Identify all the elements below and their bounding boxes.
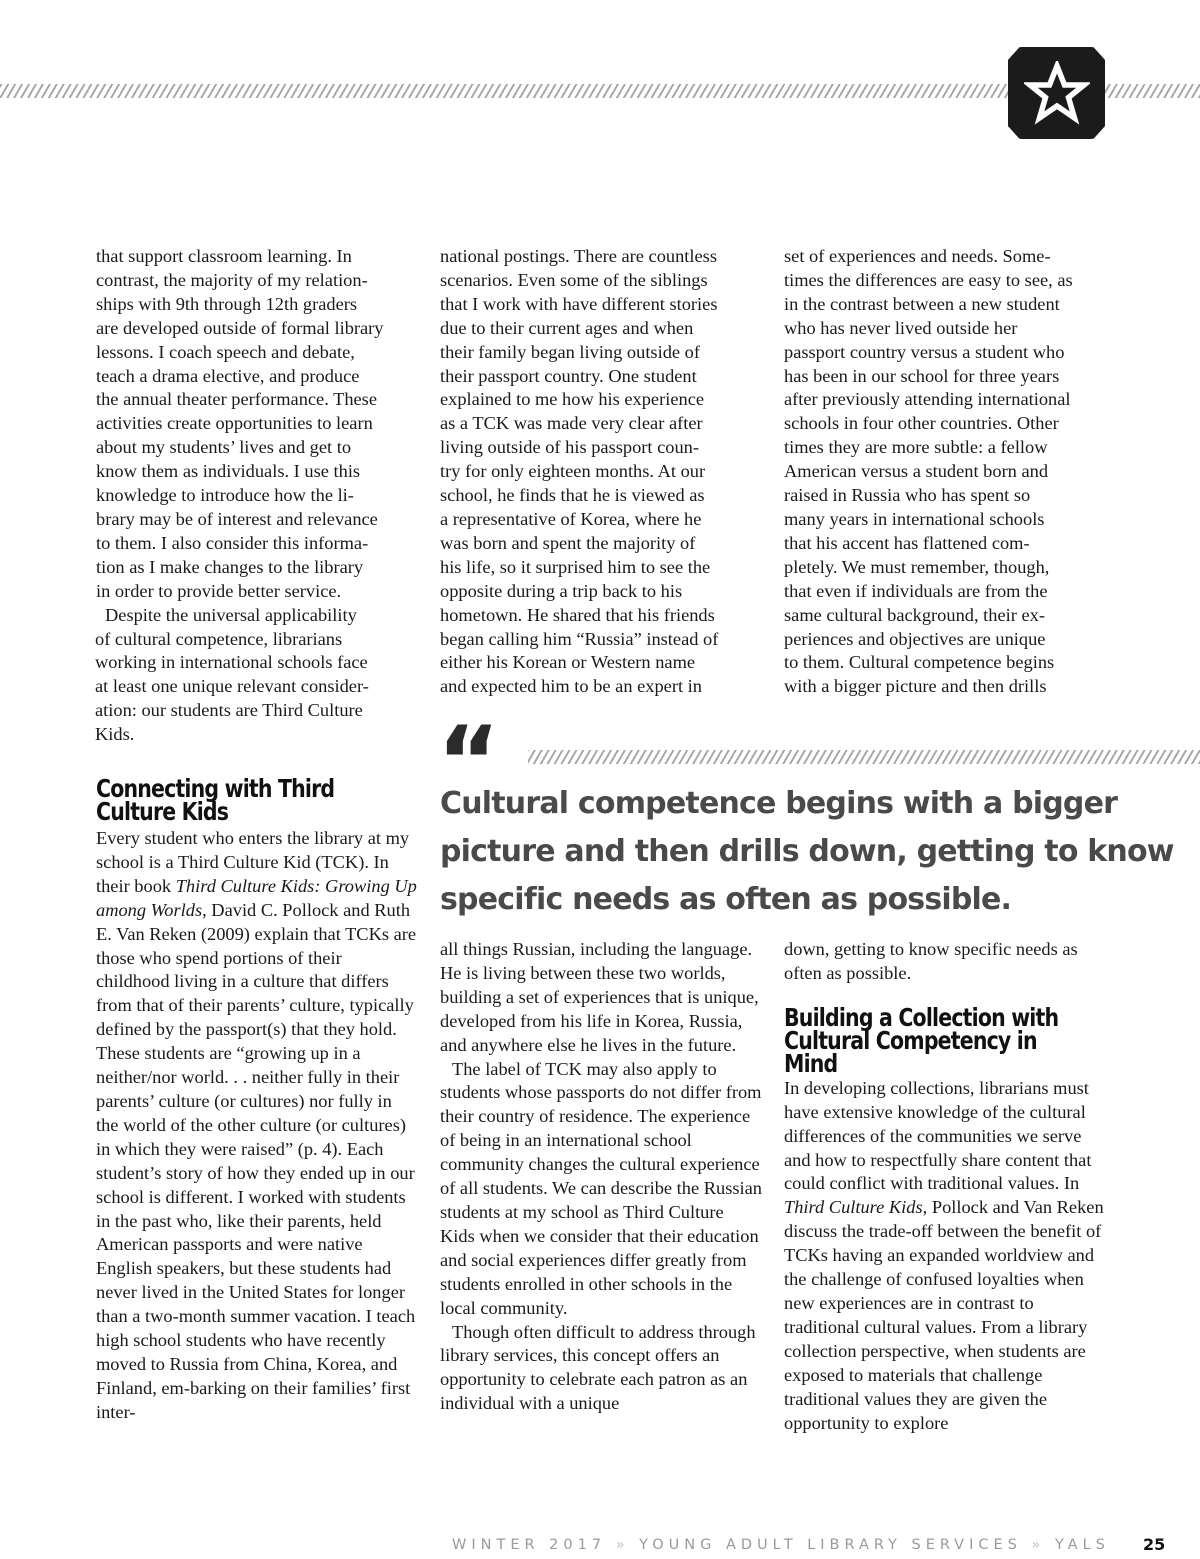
- pull-quote-hatch-rule: [528, 750, 1200, 764]
- text-line: their family began living outside of: [440, 341, 700, 362]
- pull-quote-line: Cultural competence begins with a bigger: [440, 786, 1118, 821]
- text-line: school, he finds that he is viewed as: [440, 485, 705, 506]
- text-line: pletely. We must remember, though,: [784, 556, 1050, 577]
- text-line: that his accent has flattened com-: [784, 532, 1030, 553]
- page-number: 25: [1143, 1535, 1166, 1554]
- text-line: same cultural background, their ex-: [784, 604, 1045, 625]
- text-line: opposite during a trip back to his: [440, 580, 683, 601]
- text-line: times they are more subtle: a fellow: [784, 437, 1048, 458]
- book-title: Third Culture Kids: Growing Up among Worlds: [96, 875, 417, 920]
- text-line: contrast, the majority of my relation-: [96, 269, 368, 290]
- text-line: set of experiences and needs. Some-: [784, 246, 1051, 266]
- section-heading: [784, 1002, 1112, 1078]
- paragraph: all things Russian, including the language. He is living between these two worlds, building a set of experiences that is unique, developed from his life in Korea, Russia, and anywhere else he lives in the future.: [440, 939, 759, 1055]
- text-line: due to their current ages and when: [440, 317, 694, 338]
- text-line: lessons. I coach speech and debate,: [96, 341, 355, 362]
- text-line: has been in our school for three years: [784, 365, 1060, 386]
- text-line: that I work with have different stories: [440, 293, 718, 314]
- text-line: periences and objectives are unique: [784, 628, 1046, 649]
- paragraph: down, getting to know specific needs as often as possible.: [784, 939, 1078, 983]
- paragraph: [96, 245, 421, 604]
- text-line: Despite the universal applicability: [105, 604, 357, 625]
- paragraph: Though often difficult to address through library services, this concept offers an opportunity to celebrate each patron as an individual with a unique: [440, 1321, 756, 1414]
- text-line: to them. I also consider this informa-: [96, 532, 369, 553]
- text-line: times the differences are easy to see, as: [784, 269, 1073, 290]
- text-run: Every student who enters the library at my school is a Third Culture Kid (TCK). In their book: [96, 828, 410, 896]
- text-line: Kids.: [95, 724, 135, 745]
- text-run: In developing collections, librarians must have extensive knowledge of the cultural differences of the communities we serve and how to respectfully share content that could conflict with traditional values. In: [784, 1077, 1092, 1194]
- text-line: ation: our students are Third Culture: [95, 700, 363, 721]
- text-line: national postings. There are countless: [440, 246, 717, 266]
- column-left: [96, 245, 421, 1425]
- text-line: with a bigger picture and then drills: [784, 676, 1047, 697]
- text-line: passport country versus a student who: [784, 341, 1065, 362]
- star-icon: [1024, 61, 1090, 125]
- heading-line: Cultural Competency in: [784, 1025, 1037, 1055]
- text-line: either his Korean or Western name: [440, 652, 696, 673]
- text-line: the annual theater performance. These: [96, 389, 377, 410]
- text-line: began calling him “Russia” instead of: [440, 628, 719, 649]
- paragraph: [784, 245, 1109, 699]
- text-line: knowledge to introduce how the li-: [96, 485, 354, 506]
- footer-issue: WINTER 2017: [452, 1537, 607, 1553]
- heading-line: Building a Collection with: [784, 1002, 1059, 1032]
- book-title: Third Culture Kids,: [784, 1197, 928, 1218]
- text-line: in order to provide better service.: [96, 580, 342, 601]
- section-heading: [96, 774, 424, 827]
- text-line: tion as I make changes to the library: [96, 556, 364, 577]
- column-right-bottom: [784, 938, 1106, 1435]
- text-line: American versus a student born and: [784, 461, 1049, 482]
- column-middle-top: [440, 245, 765, 699]
- paragraph: [96, 827, 418, 1425]
- text-line: in the contrast between a new student: [784, 293, 1060, 314]
- column-middle-bottom: [440, 938, 762, 1416]
- text-line: who has never lived outside her: [784, 317, 1018, 338]
- pull-quote-line: picture and then drills down, getting to know: [440, 834, 1174, 869]
- footer-abbr: YALS: [1054, 1537, 1110, 1553]
- text-line: his life, so it surprised him to see the: [440, 556, 711, 577]
- footer-separator: »: [1031, 1537, 1046, 1553]
- text-line: that even if individuals are from the: [784, 580, 1048, 601]
- text-line: to them. Cultural competence begins: [784, 652, 1055, 673]
- paragraph: [95, 604, 421, 747]
- paragraph: [440, 245, 765, 699]
- section-heading-connecting: [96, 774, 421, 827]
- text-line: about my students’ lives and get to: [96, 437, 352, 458]
- section-heading-building: [784, 1002, 1106, 1078]
- text-line: many years in international schools: [784, 508, 1045, 529]
- text-line: was born and spent the majority of: [440, 532, 696, 553]
- footer-separator: »: [615, 1537, 630, 1553]
- text-line: that support classroom learning. In: [96, 246, 352, 266]
- text-line: and expected him to be an expert in: [440, 676, 702, 697]
- star-badge: [1008, 47, 1105, 139]
- text-line: living outside of his passport coun-: [440, 437, 699, 458]
- column-right-top: [784, 245, 1109, 699]
- paragraph: [784, 1077, 1106, 1436]
- text-line: schools in four other countries. Other: [784, 413, 1059, 434]
- text-line: their passport country. One student: [440, 365, 697, 386]
- pull-quote-line: specific needs as often as possible.: [440, 882, 1012, 917]
- page-footer: [452, 1537, 1110, 1553]
- heading-line: Mind: [784, 1048, 838, 1078]
- text-run: , David C. Pollock and Ruth E. Van Reken (2009) explain that TCKs are those who spend portions of their childhood living in a culture that differs from that of their parents’ culture, typically defined by the passport(s) that they hold. These students are “growing up in a neither/nor world. . . neither fully in their parents’ culture (or cultures) nor fully in the world of the other culture (or cultures) in which they were raised” (p. 4). Each student’s story of how they ended up in our school is different. I worked with students in the past who, like their parents, held American passports and were native English speakers, but these students had never lived in the United States for longer than a two-month summer vacation. I teach high school students who have recently moved to Russia from China, Korea, and Finland, em-barking on their families’ first inter-: [96, 899, 417, 1422]
- text-line: try for only eighteen months. At our: [440, 461, 706, 482]
- text-line: at least one unique relevant consider-: [95, 676, 369, 697]
- quote-mark-icon: “: [437, 706, 501, 818]
- footer-magazine: YOUNG ADULT LIBRARY SERVICES: [639, 1537, 1022, 1553]
- text-line: a representative of Korea, where he: [440, 508, 702, 529]
- text-line: activities create opportunities to learn: [96, 413, 373, 434]
- text-line: hometown. He shared that his friends: [440, 604, 715, 625]
- text-line: explained to me how his experience: [440, 389, 705, 410]
- pull-quote: [440, 780, 1200, 924]
- text-run: Pollock and Van Reken discuss the trade-off between the benefit of TCKs having an expanded worldview and the challenge of confused loyalties when new experiences are in contrast to traditional cultural values. From a library collection perspective, when students are exposed to materials that challenge traditional values they are given the opportunity to explore: [784, 1197, 1104, 1433]
- text-line: ships with 9th through 12th graders: [96, 293, 358, 314]
- heading-line: Culture Kids: [96, 797, 229, 827]
- text-line: know them as individuals. I use this: [96, 461, 361, 482]
- paragraph: The label of TCK may also apply to students whose passports do not differ from their country of residence. The experience of being in an international school community changes the cultural experience of all students. We can describe the Russian students at my school as Third Culture Kids when we consider that their education and social experiences differ greatly from students enrolled in other schools in the local community.: [440, 1058, 762, 1318]
- text-line: raised in Russia who has spent so: [784, 485, 1031, 506]
- text-line: of cultural competence, librarians: [95, 628, 343, 649]
- text-line: working in international schools face: [95, 652, 368, 673]
- text-line: are developed outside of formal library: [96, 317, 384, 338]
- heading-line: Connecting with Third: [96, 774, 335, 804]
- text-line: brary may be of interest and relevance: [96, 508, 378, 529]
- text-line: teach a drama elective, and produce: [96, 365, 360, 386]
- text-line: scenarios. Even some of the siblings: [440, 269, 708, 290]
- text-line: as a TCK was made very clear after: [440, 413, 703, 434]
- text-line: after previously attending international: [784, 389, 1071, 410]
